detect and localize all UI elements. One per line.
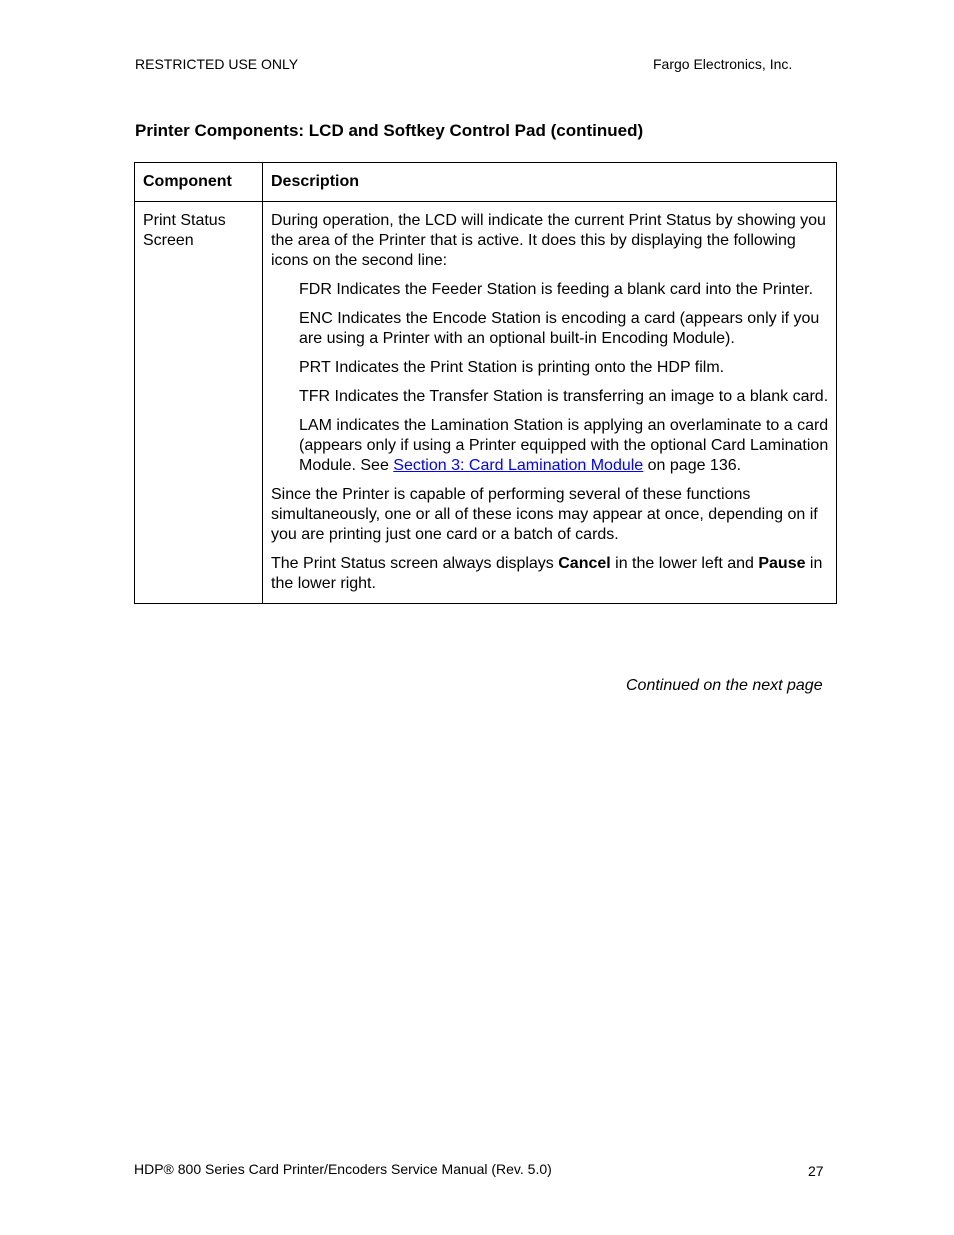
column-header-description bbox=[263, 163, 837, 202]
header-right-text: Fargo Electronics, Inc. bbox=[653, 56, 793, 72]
card-lamination-module-link[interactable]: Section 3: Card Lamination Module bbox=[393, 457, 644, 474]
column-header-component bbox=[135, 163, 263, 202]
status-text-part3: in the lower right. bbox=[271, 555, 823, 592]
description-body bbox=[263, 202, 836, 603]
column-header-description-label: Description bbox=[271, 173, 360, 190]
icon-item-enc: ENC Indicates the Encode Station is encoding a card (appears only if you are using a Printer with an optional built-in Encoding Module). bbox=[299, 310, 820, 347]
status-line-paragraph bbox=[271, 554, 830, 594]
icon-item-prt: PRT Indicates the Print Station is printing onto the HDP film. bbox=[299, 359, 725, 376]
component-table bbox=[134, 162, 837, 604]
cancel-label: Cancel bbox=[558, 555, 611, 572]
icon-item-fdr: FDR Indicates the Feeder Station is feeding a blank card into the Printer. bbox=[299, 281, 814, 298]
status-text-part1: The Print Status screen always displays bbox=[271, 555, 559, 572]
table-row bbox=[135, 202, 837, 604]
icon-item-lam bbox=[299, 416, 830, 476]
status-text-part2: in the lower left and bbox=[610, 555, 759, 572]
description-cell bbox=[263, 202, 837, 604]
component-name: Print Status Screen bbox=[143, 212, 226, 249]
simultaneous-paragraph: Since the Printer is capable of performing several of these functions simultaneously, one or all of these icons may appear at once, depending on if you are printing just one card or a batch of cards. bbox=[271, 486, 818, 543]
lam-text-after: on page 136. bbox=[643, 457, 742, 474]
header-left-text: RESTRICTED USE ONLY bbox=[135, 56, 299, 72]
table-header-row bbox=[135, 163, 837, 202]
lam-text-before: LAM indicates the Lamination Station is applying an overlaminate to a card (appears only if using a Printer equipped with the optional Card Lamination Module. See bbox=[299, 417, 829, 474]
footer-title: HDP® 800 Series Card Printer/Encoders Service Manual (Rev. 5.0) bbox=[134, 1161, 552, 1177]
icon-item-tfr: TFR Indicates the Transfer Station is transferring an image to a blank card. bbox=[299, 388, 829, 405]
component-cell bbox=[135, 202, 263, 604]
section-title: Printer Components: LCD and Softkey Control Pad (continued) bbox=[135, 121, 644, 140]
page-number: 27 bbox=[808, 1163, 824, 1179]
intro-paragraph: During operation, the LCD will indicate the current Print Status by showing you the area of the Printer that is active. It does this by displaying the following icons on the second line: bbox=[271, 212, 826, 269]
column-header-component-label: Component bbox=[143, 173, 232, 190]
continued-note: Continued on the next page bbox=[626, 677, 823, 694]
pause-label: Pause bbox=[758, 555, 806, 572]
